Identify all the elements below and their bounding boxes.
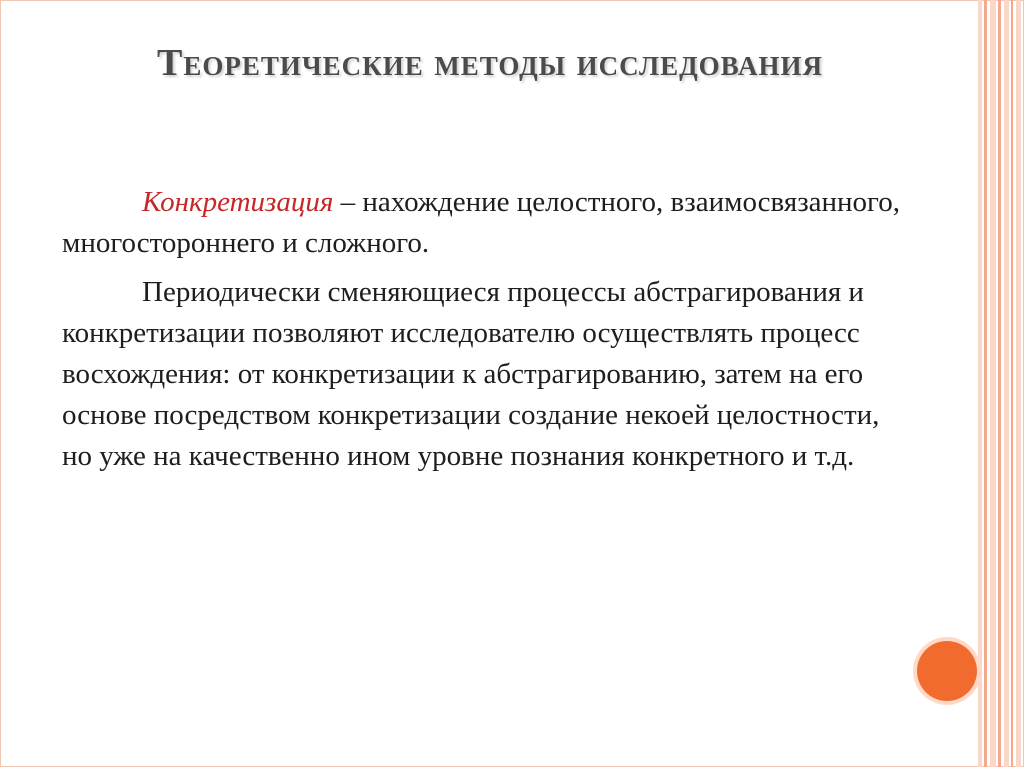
orange-circle-icon — [917, 641, 977, 701]
stripe — [1016, 0, 1021, 767]
decorative-stripes — [976, 0, 1024, 767]
stripe — [990, 0, 996, 767]
slide-body — [62, 182, 902, 485]
explanation-paragraph: Периодически сменяющиеся процессы абстрагирования и конкретизации позволяют исследователю осуществлять процесс восхождения: от конкретизации к абстрагированию, затем на его основе посредством конкретизации создание некоей целостности, но уже на качественно ином уровне познания конкретного и т.д. — [62, 276, 880, 472]
stripe — [1011, 0, 1013, 767]
definition-paragraph — [62, 182, 902, 264]
stripe — [998, 0, 1001, 767]
stripe — [978, 0, 982, 767]
definition-text: – нахождение целостного, взаимосвязанного, многостороннего и сложного. — [62, 186, 900, 259]
term-highlight: Конкретизация — [142, 186, 334, 218]
stripe — [984, 0, 987, 767]
stripe — [1004, 0, 1009, 767]
slide-title: Теоретические методы исследования — [156, 42, 823, 84]
